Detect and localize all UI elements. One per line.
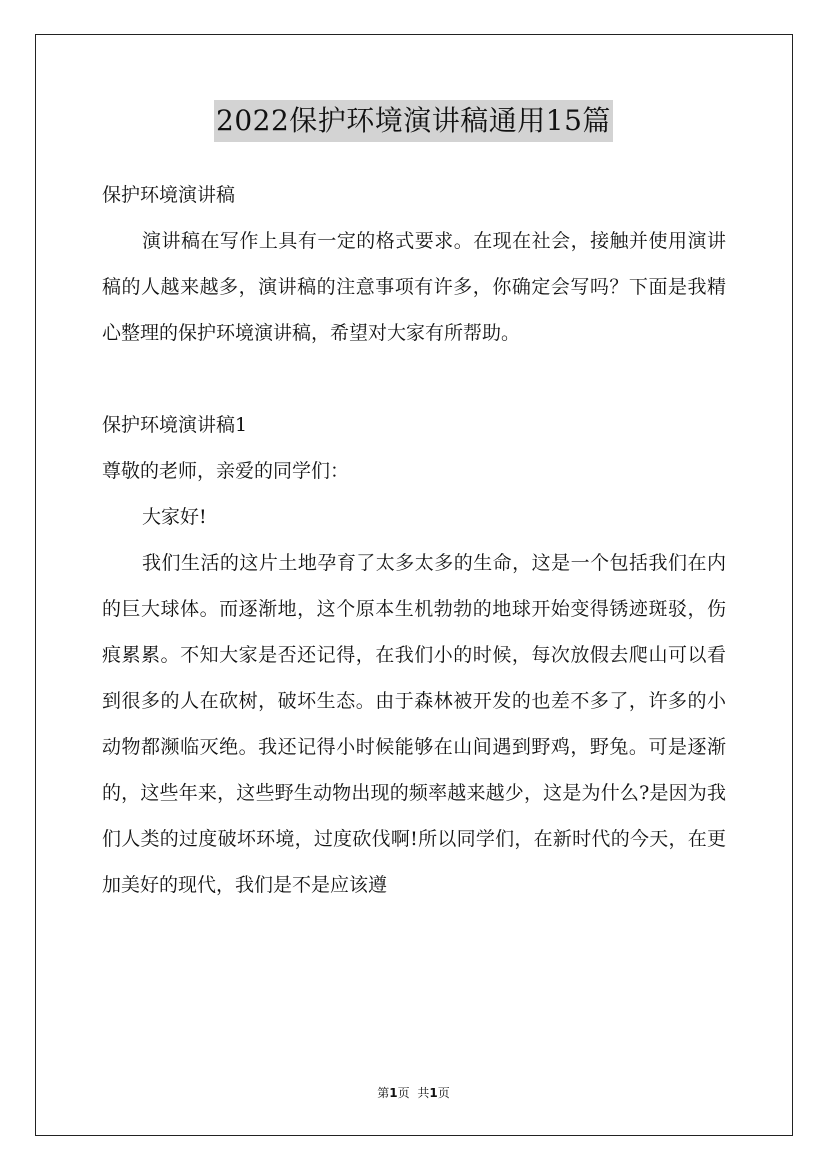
document-title: 2022保护环境演讲稿通用15篇 [214,100,613,142]
title-container [0,100,827,142]
section-spacer [102,356,726,402]
page-label-prefix: 第 [377,1086,390,1100]
greeting: 大家好! [142,506,207,528]
salutation: 尊敬的老师，亲爱的同学们： [102,460,350,482]
document-body [102,172,726,908]
total-pages: 1 [429,1086,438,1100]
intro-heading: 保护环境演讲稿 [102,184,236,206]
total-label-prefix: 共 [417,1086,430,1100]
page-number: 1 [389,1086,398,1100]
total-label-suffix: 页 [437,1086,450,1100]
section1-heading: 保护环境演讲稿1 [102,414,248,436]
page-label-suffix: 页 [397,1086,410,1100]
page-footer [0,1084,827,1102]
intro-paragraph: 演讲稿在写作上具有一定的格式要求。在现在社会，接触并使用演讲稿的人越来越多，演讲稿的注意事项有许多，你确定会写吗？下面是我精心整理的保护环境演讲稿，希望对大家有所帮助。 [102,230,726,344]
body-paragraph: 我们生活的这片土地孕育了太多太多的生命，这是一个包括我们在内的巨大球体。而逐渐地，这个原本生机勃勃的地球开始变得锈迹斑驳，伤痕累累。不知大家是否还记得，在我们小的时候，每次放假去爬山可以看到很多的人在砍树，破坏生态。由于森林被开发的也差不多了，许多的小动物都濒临灭绝。我还记得小时候能够在山间遇到野鸡，野兔。可是逐渐的，这些年来，这些野生动物出现的频率越来越少，这是为什么?是因为我们人类的过度破坏环境，过度砍伐啊!所以同学们，在新时代的今天，在更加美好的现代，我们是不是应该遵 [102,552,726,896]
